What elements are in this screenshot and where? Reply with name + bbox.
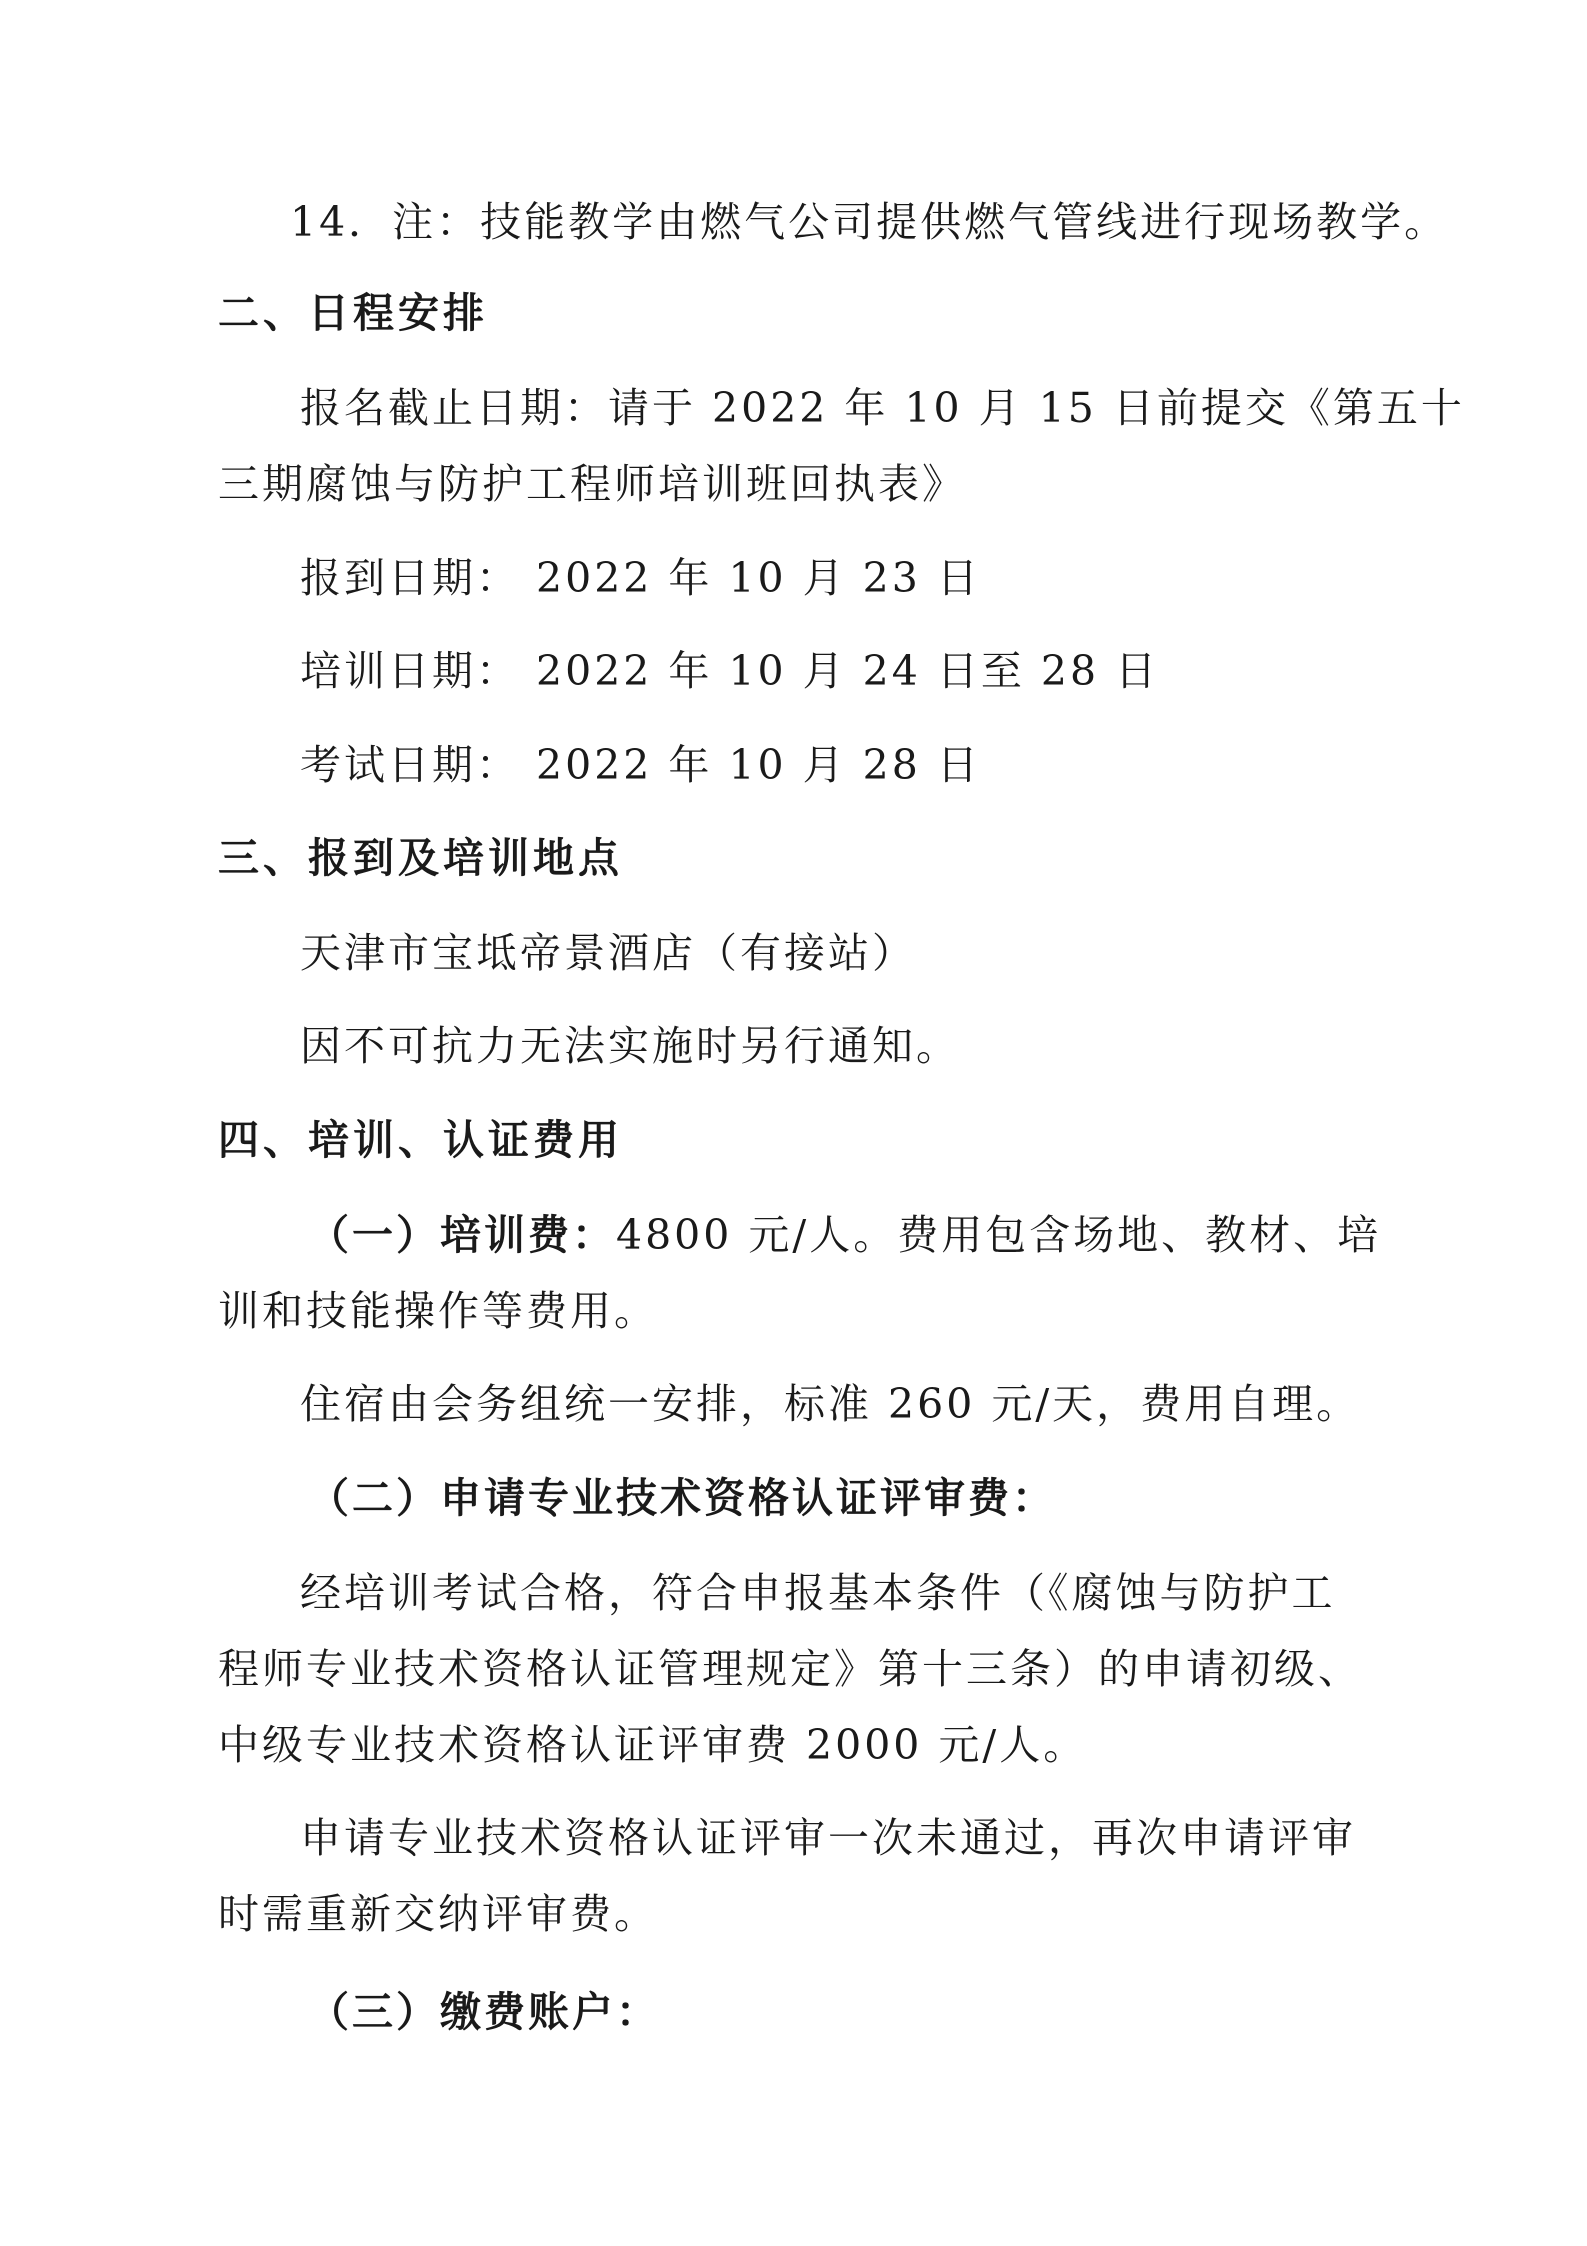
training-date: 培训日期： 2022 年 10 月 24 日至 28 日 (300, 647, 1160, 695)
review-fee-heading: （二）申请专业技术资格认证评审费： (308, 1474, 1056, 1522)
training-fee-label: （一）培训费： (308, 1211, 616, 1259)
lodging-text: 住宿由会务组统一安排，标准 260 元/天，费用自理。 (300, 1380, 1361, 1428)
review-retry-line-1: 申请专业技术资格认证评审一次未通过，再次申请评审 (300, 1814, 1356, 1862)
section-heading-fees: 四、培训、认证费用 (218, 1116, 623, 1164)
training-fee-line-1 (308, 1207, 1381, 1263)
exam-date: 考试日期： 2022 年 10 月 28 日 (300, 741, 981, 789)
venue-text: 天津市宝坻帝景酒店（有接站） (300, 929, 916, 977)
training-fee-text: 4800 元/人。费用包含场地、教材、培 (616, 1211, 1382, 1259)
review-fee-line-3: 中级专业技术资格认证评审费 2000 元/人。 (218, 1721, 1088, 1769)
deadline-line-1: 报名截止日期：请于 2022 年 10 月 15 日前提交《第五十 (300, 384, 1465, 432)
force-majeure-notice: 因不可抗力无法实施时另行通知。 (300, 1022, 960, 1070)
payment-account-heading: （三）缴费账户： (308, 1988, 660, 2036)
checkin-date: 报到日期： 2022 年 10 月 23 日 (300, 554, 981, 602)
section-heading-schedule: 二、日程安排 (218, 289, 488, 337)
note-line: 14．注：技能教学由燃气公司提供燃气管线进行现场教学。 (290, 198, 1449, 246)
review-retry-line-2: 时需重新交纳评审费。 (218, 1890, 658, 1938)
section-heading-venue: 三、报到及培训地点 (218, 834, 623, 882)
review-fee-line-1: 经培训考试合格，符合申报基本条件（《腐蚀与防护工 (300, 1569, 1336, 1617)
review-fee-line-2: 程师专业技术资格认证管理规定》第十三条）的申请初级、 (218, 1645, 1362, 1693)
deadline-line-2: 三期腐蚀与防护工程师培训班回执表》 (218, 460, 966, 508)
training-fee-line-2: 训和技能操作等费用。 (218, 1287, 658, 1335)
